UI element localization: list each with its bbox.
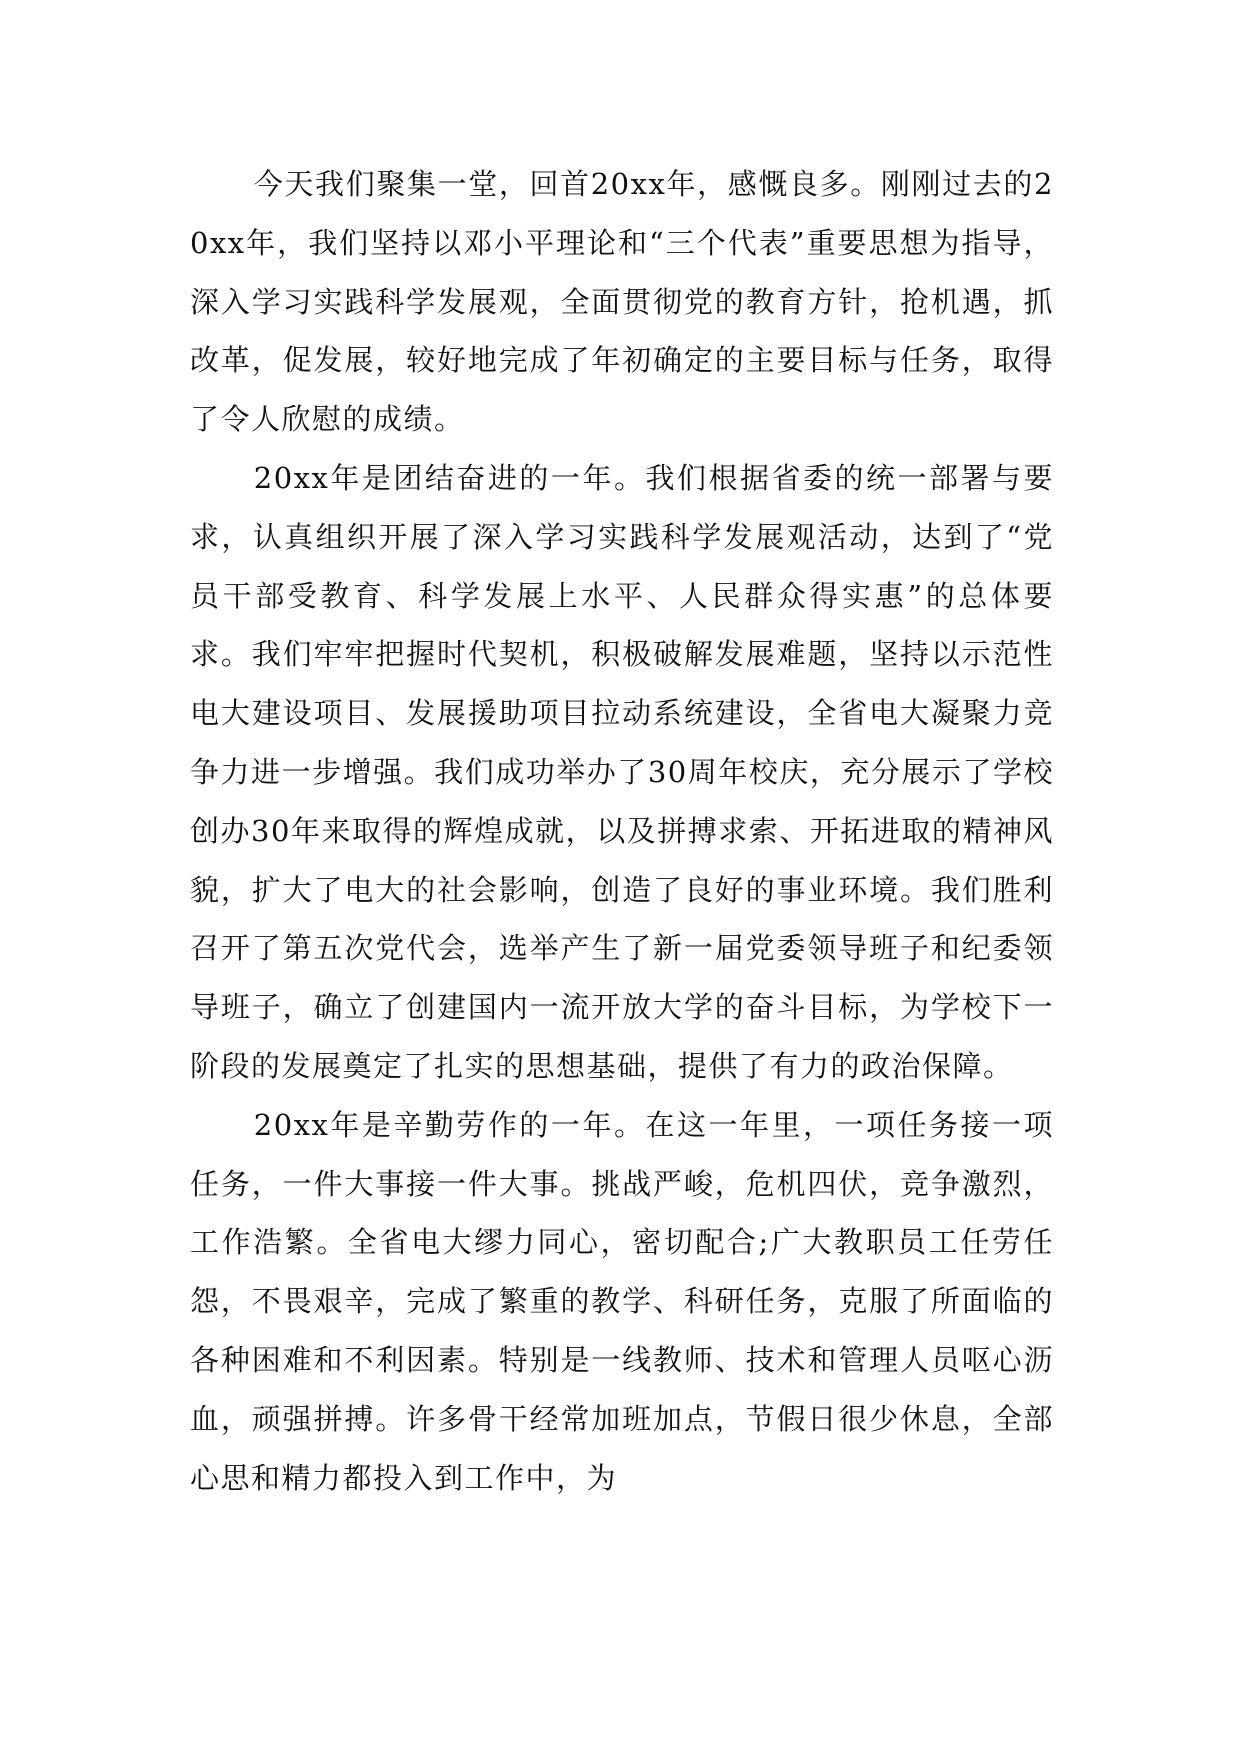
paragraph-3: 20xx年是辛勤劳作的一年。在这一年里，一项任务接一项任务，一件大事接一件大事。挑战严峻，危机四伏，竞争激烈，工作浩繁。全省电大缪力同心，密切配合;广大教职员工任劳任怨，不畏艰辛，完成了繁重的教学、科研任务，克服了所面临的各种困难和不利因素。特别是一线教师、技术和管理人员呕心沥血，顽强拼搏。许多骨干经常加班加点，节假日很少休息，全部心思和精力都投入到工作中，为 <box>190 1107 1054 1495</box>
paragraph-1: 今天我们聚集一堂，回首20xx年，感慨良多。刚刚过去的20xx年，我们坚持以邓小平理论和“三个代表”重要思想为指导，深入学习实践科学发展观，全面贯彻党的教育方针，抢机遇，抓改革，促发展，较好地完成了年初确定的主要目标与任务，取得了令人欣慰的成绩。 <box>190 167 1054 437</box>
paragraph-2: 20xx年是团结奋进的一年。我们根据省委的统一部署与要求，认真组织开展了深入学习实践科学发展观活动，达到了“党员干部受教育、科学发展上水平、人民群众得实惠”的总体要求。我们牢牢把握时代契机，积极破解发展难题，坚持以示范性电大建设项目、发展援助项目拉动系统建设，全省电大凝聚力竞争力进一步增强。我们成功举办了30周年校庆，充分展示了学校创办30年来取得的辉煌成就，以及拼搏求索、开拓进取的精神风貌，扩大了电大的社会影响，创造了良好的事业环境。我们胜利召开了第五次党代会，选举产生了新一届党委领导班子和纪委领导班子，确立了创建国内一流开放大学的奋斗目标，为学校下一阶段的发展奠定了扎实的思想基础，提供了有力的政治保障。 <box>190 460 1054 1083</box>
document-body <box>190 155 1054 1507</box>
